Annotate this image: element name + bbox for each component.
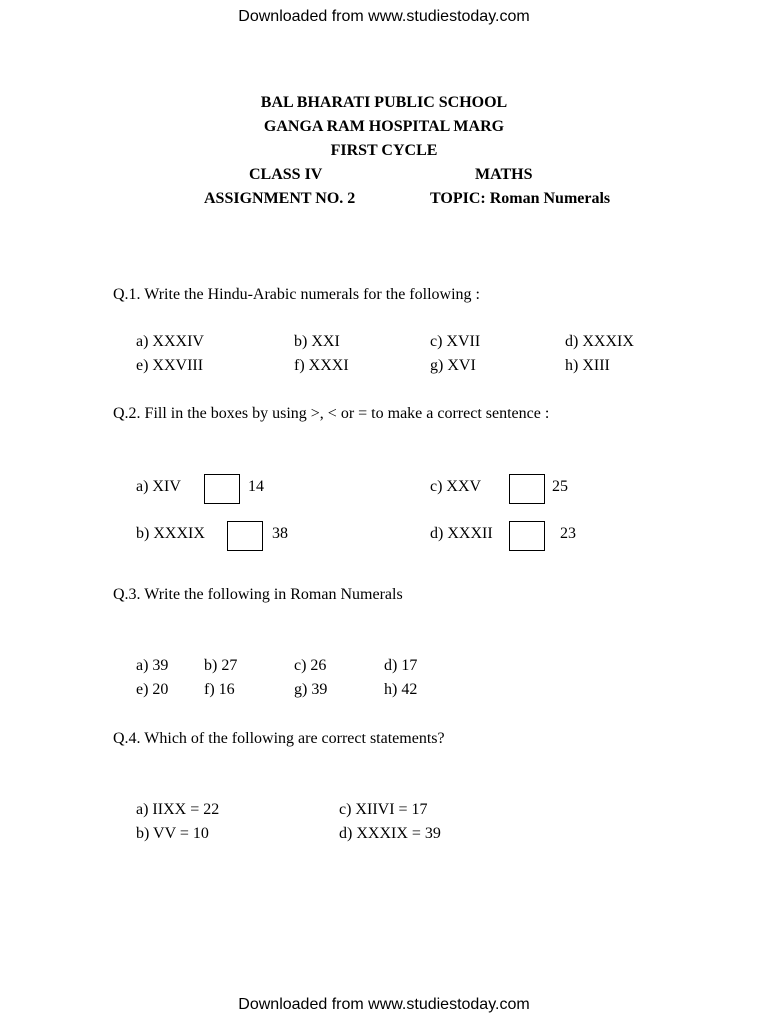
cycle-label: FIRST CYCLE: [330, 142, 438, 159]
q2-item-a-left: a) XIV: [136, 478, 181, 495]
q4-item-a: a) IIXX = 22: [136, 801, 220, 818]
q1-item-e: e) XXVIII: [136, 357, 204, 374]
q3-item-e: e) 20: [136, 681, 169, 698]
q2-item-d-right: 23: [560, 525, 576, 542]
q1-item-d: d) XXXIX: [565, 333, 634, 350]
subject-label: MATHS: [475, 166, 533, 183]
q1-item-g: g) XVI: [430, 357, 476, 374]
q2-answer-box-d[interactable]: [509, 521, 545, 551]
q4-item-c: c) XIIVI = 17: [339, 801, 428, 818]
q2-item-c-left: c) XXV: [430, 478, 482, 495]
q4-item-b: b) VV = 10: [136, 825, 209, 842]
q2-item-b-right: 38: [272, 525, 288, 542]
bottom-banner: Downloaded from www.studiestoday.com: [238, 996, 530, 1013]
q2-item-c-right: 25: [552, 478, 568, 495]
q3-item-d: d) 17: [384, 657, 418, 674]
q3-item-b: b) 27: [204, 657, 238, 674]
topic-label: TOPIC: Roman Numerals: [430, 190, 611, 207]
q4-question: Q.4. Which of the following are correct statements?: [113, 730, 445, 747]
class-label: CLASS IV: [249, 166, 323, 183]
q1-item-a: a) XXXIV: [136, 333, 204, 350]
school-name: BAL BHARATI PUBLIC SCHOOL: [260, 94, 508, 111]
top-banner: Downloaded from www.studiestoday.com: [238, 8, 530, 25]
q3-item-g: g) 39: [294, 681, 328, 698]
q1-question: Q.1. Write the Hindu-Arabic numerals for the following :: [113, 286, 480, 303]
q2-item-d-left: d) XXXII: [430, 525, 493, 542]
q2-item-b-left: b) XXXIX: [136, 525, 205, 542]
q1-item-h: h) XIII: [565, 357, 610, 374]
q1-item-c: c) XVII: [430, 333, 481, 350]
q4-item-d: d) XXXIX = 39: [339, 825, 441, 842]
q2-question: Q.2. Fill in the boxes by using >, < or = to make a correct sentence :: [113, 405, 550, 422]
q1-item-f: f) XXXI: [294, 357, 349, 374]
q3-question: Q.3. Write the following in Roman Numerals: [113, 586, 403, 603]
school-address: GANGA RAM HOSPITAL MARG: [263, 118, 505, 135]
q2-answer-box-c[interactable]: [509, 474, 545, 504]
q3-item-a: a) 39: [136, 657, 169, 674]
q3-item-f: f) 16: [204, 681, 235, 698]
q2-answer-box-a[interactable]: [204, 474, 240, 504]
q2-item-a-right: 14: [248, 478, 264, 495]
q3-item-h: h) 42: [384, 681, 418, 698]
q3-item-c: c) 26: [294, 657, 327, 674]
q2-answer-box-b[interactable]: [227, 521, 263, 551]
q1-item-b: b) XXI: [294, 333, 340, 350]
assignment-label: ASSIGNMENT NO. 2: [204, 190, 356, 207]
